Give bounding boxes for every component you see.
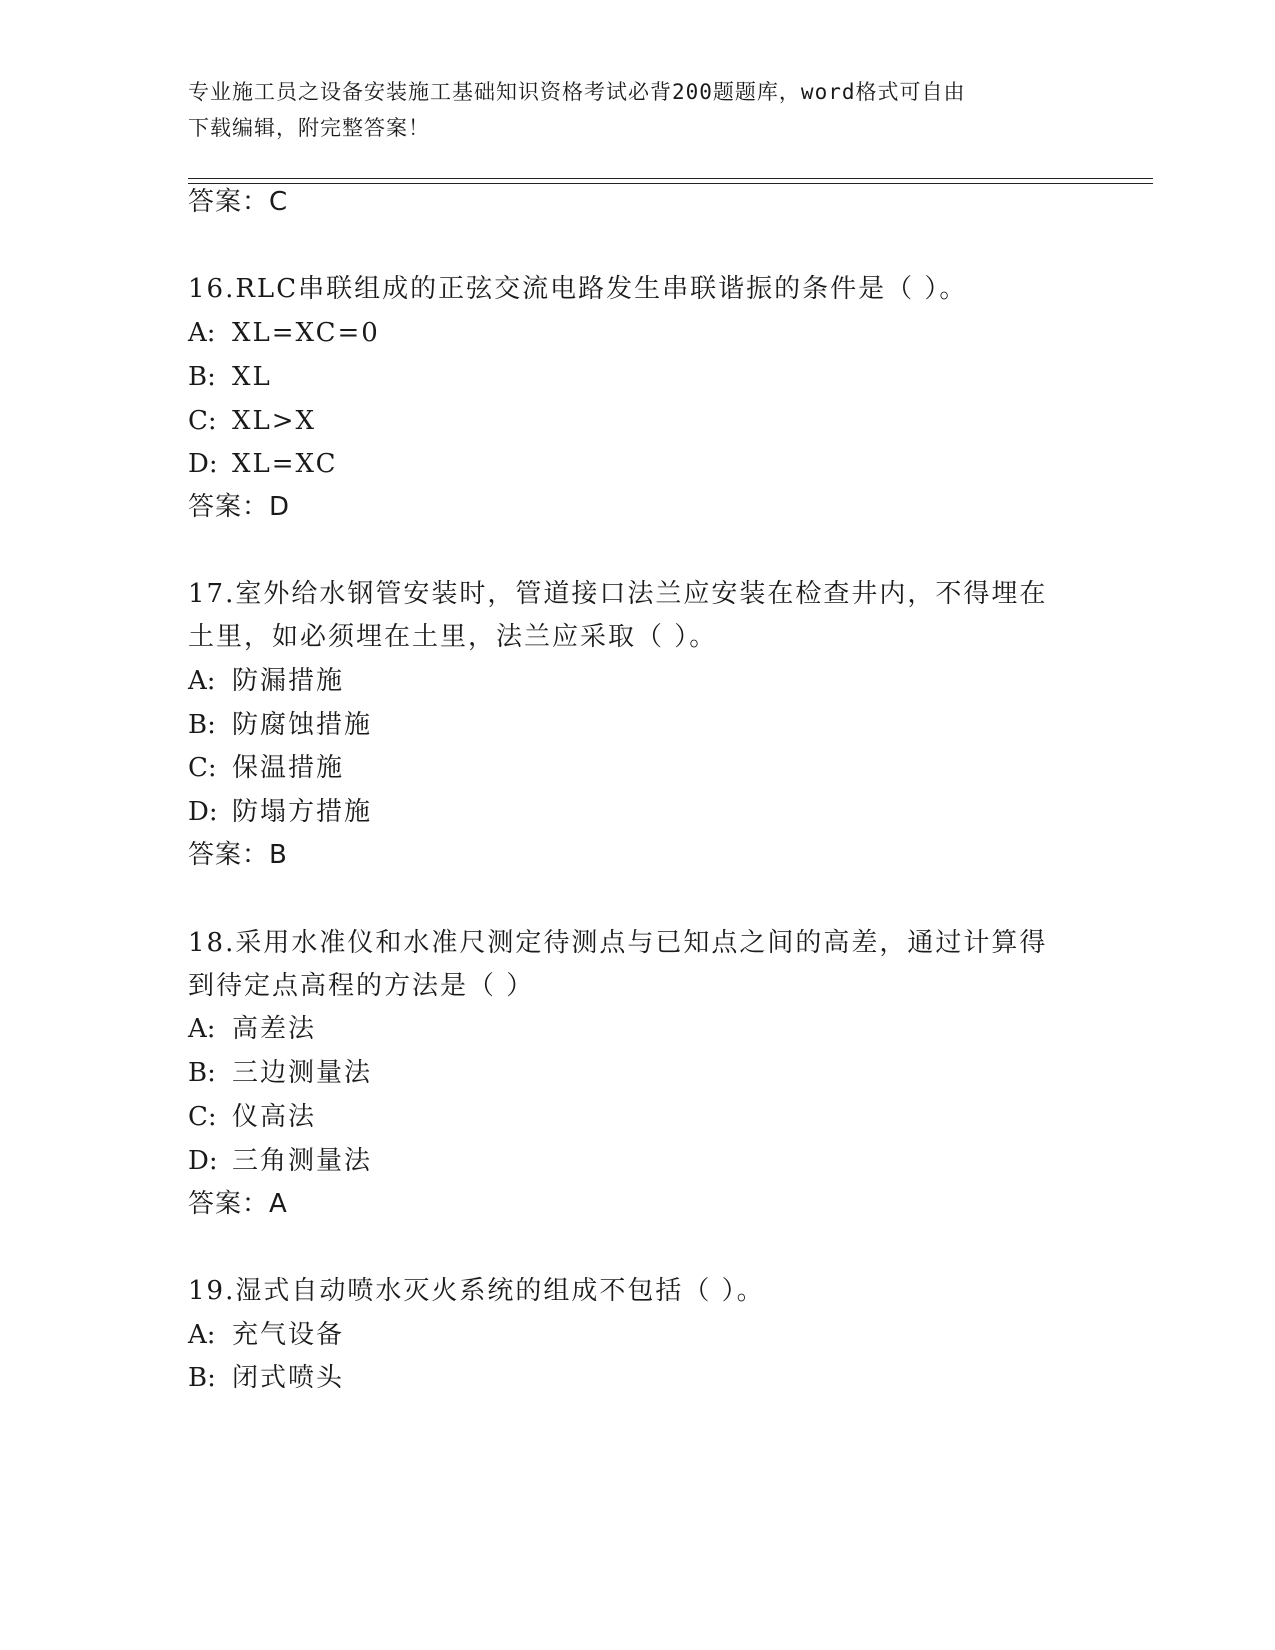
- option-text: 三角测量法: [232, 1146, 373, 1176]
- question-18-text-line-2: 到待定点高程的方法是（ ）: [188, 971, 535, 1001]
- header-line-2: 下载编辑，附完整答案！: [188, 116, 430, 140]
- option-label: A:: [188, 1014, 216, 1044]
- question-17-text-line-1: 17.室外给水钢管安装时，管道接口法兰应安装在检查井内，不得埋在: [188, 579, 1048, 609]
- option-label: C:: [188, 406, 217, 436]
- question-17-option-b: [188, 707, 372, 743]
- option-text: XL: [232, 362, 272, 392]
- question-17-option-c: [188, 750, 344, 786]
- option-label: B:: [188, 710, 216, 740]
- option-text: 闭式喷头: [232, 1363, 345, 1393]
- option-text: 仪高法: [232, 1102, 317, 1132]
- option-text: 防漏措施: [232, 666, 345, 696]
- option-text: 高差法: [232, 1014, 317, 1044]
- option-label: B:: [188, 1363, 216, 1393]
- question-17-answer: 答案：B: [188, 840, 288, 870]
- option-label: A:: [188, 318, 216, 348]
- option-text: XL=XC: [232, 449, 338, 479]
- question-18-text-line-1: 18.采用水准仪和水准尺测定待测点与已知点之间的高差，通过计算得: [188, 928, 1048, 958]
- option-label: B:: [188, 1058, 216, 1088]
- option-label: A:: [188, 666, 216, 696]
- question-18-answer: 答案：A: [188, 1189, 288, 1219]
- option-text: 充气设备: [232, 1320, 345, 1350]
- question-19-option-a: [188, 1317, 344, 1353]
- option-text: XL>X: [232, 406, 317, 436]
- document-header: [188, 74, 1068, 146]
- question-17-option-a: [188, 663, 344, 699]
- question-16-option-a: [188, 315, 380, 351]
- question-18-option-a: [188, 1011, 316, 1047]
- option-label: C:: [188, 1102, 217, 1132]
- option-text: 防腐蚀措施: [232, 710, 373, 740]
- question-16-option-b: [188, 359, 272, 395]
- option-label: D:: [188, 797, 218, 827]
- option-text: 三边测量法: [232, 1058, 373, 1088]
- question-19-text: 19.湿式自动喷水灭火系统的组成不包括（ ）。: [188, 1276, 765, 1306]
- question-18-option-b: [188, 1055, 372, 1091]
- question-16-answer: 答案：D: [188, 492, 291, 522]
- question-18-option-c: [188, 1099, 316, 1135]
- option-text: 防塌方措施: [232, 797, 373, 827]
- option-label: D:: [188, 449, 218, 479]
- option-text: 保温措施: [232, 753, 345, 783]
- option-label: A:: [188, 1320, 216, 1350]
- option-label: B:: [188, 362, 216, 392]
- question-18-option-d: [188, 1143, 372, 1179]
- header-divider-bottom: [188, 183, 1153, 184]
- question-19-option-b: [188, 1360, 344, 1396]
- header-divider-top: [188, 178, 1153, 179]
- option-text: XL=XC=0: [232, 318, 380, 348]
- option-label: D:: [188, 1146, 218, 1176]
- option-label: C:: [188, 753, 217, 783]
- question-16-option-c: [188, 403, 316, 439]
- answer-previous: 答案：C: [188, 187, 289, 217]
- question-17-text-line-2: 土里，如必须埋在土里，法兰应采取（ ）。: [188, 622, 718, 652]
- question-16-text: 16.RLC串联组成的正弦交流电路发生串联谐振的条件是（ ）。: [188, 274, 968, 304]
- question-16-option-d: [188, 446, 338, 482]
- header-line-1: 专业施工员之设备安装施工基础知识资格考试必背200题题库，word格式可自由: [188, 80, 966, 104]
- question-17-option-d: [188, 794, 372, 830]
